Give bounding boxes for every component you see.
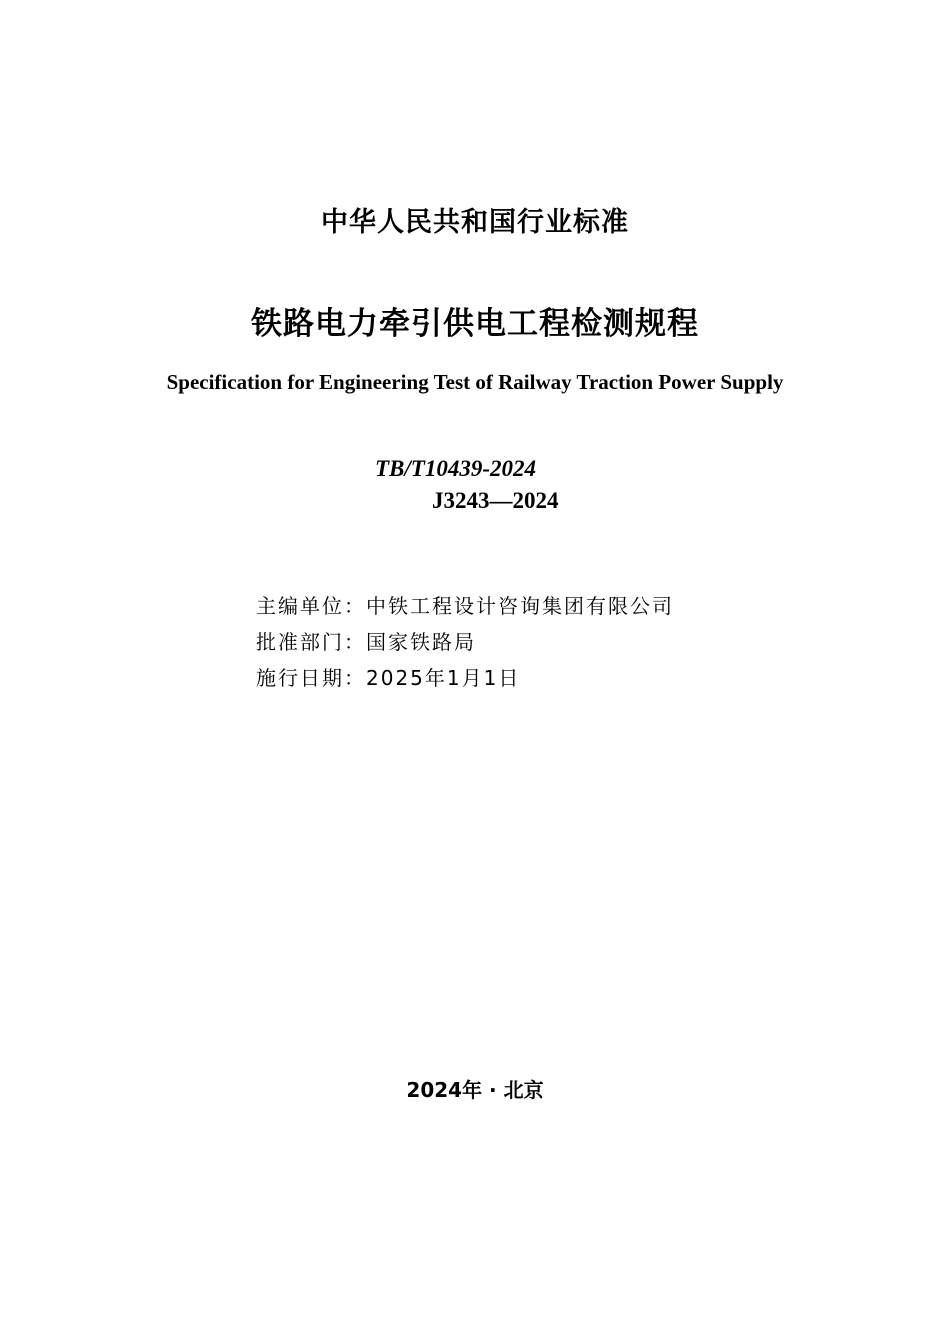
standard-code-j: J3243—2024 [432, 488, 559, 513]
title-chinese: 铁路电力牵引供电工程检测规程 [251, 306, 699, 342]
standard-heading: 中华人民共和国行业标准 [321, 207, 629, 238]
editor-unit: 主编单位：中铁工程设计咨询集团有限公司 [256, 594, 674, 618]
approval-department: 批准部门：国家铁路局 [256, 630, 476, 654]
publication-footer: 2024年 · 北京 [406, 1078, 544, 1102]
standard-code-tb: TB/T10439-2024 [375, 456, 536, 481]
title-english: Specification for Engineering Test of Railway Traction Power Supply [166, 370, 784, 394]
effective-date: 施行日期：2025年1月1日 [256, 666, 521, 690]
